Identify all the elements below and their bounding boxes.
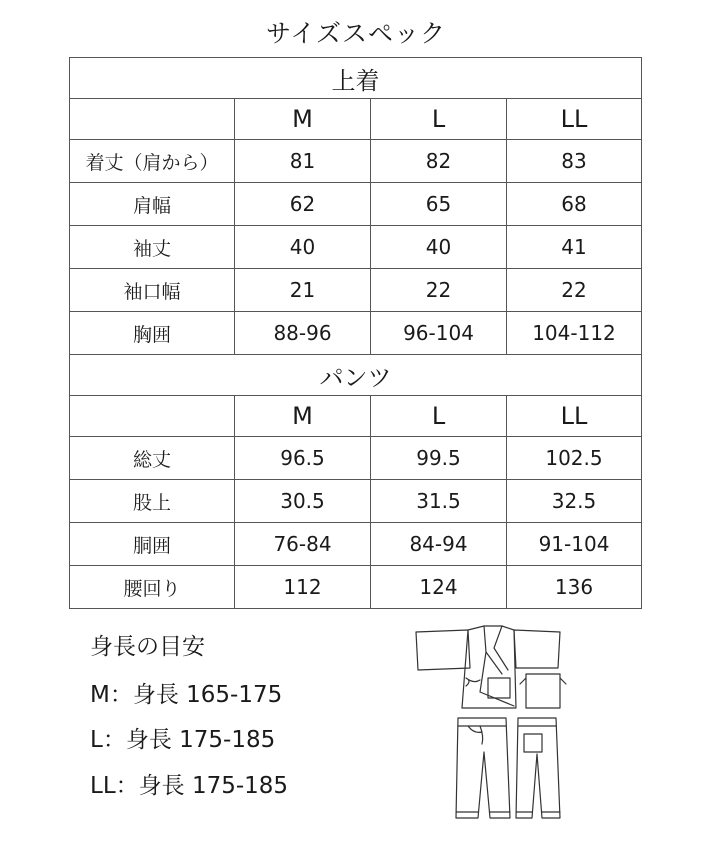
- cell-value: 81: [235, 140, 371, 183]
- table-row: [70, 140, 642, 183]
- row-label: 袖丈: [70, 226, 235, 269]
- cell-value: 104-112: [507, 312, 642, 355]
- cell-value: 22: [507, 269, 642, 312]
- cell-value: 136: [507, 566, 642, 609]
- row-label: 総丈: [70, 437, 235, 480]
- row-label: 腰回り: [70, 566, 235, 609]
- cell-value: 99.5: [371, 437, 507, 480]
- height-guide-m: M：身長 165-175: [90, 682, 283, 708]
- table-row: [70, 269, 642, 312]
- cell-value: 22: [371, 269, 507, 312]
- table-row: [70, 183, 642, 226]
- height-guide-heading: 身長の目安: [90, 634, 205, 660]
- cell-value: 96.5: [235, 437, 371, 480]
- cell-value: 68: [507, 183, 642, 226]
- cell-value: 65: [371, 183, 507, 226]
- jacket-drawing: [416, 626, 566, 708]
- cell-value: 40: [371, 226, 507, 269]
- empty-header-cell: [70, 99, 235, 140]
- cell-value: 32.5: [507, 480, 642, 523]
- cell-value: 76-84: [235, 523, 371, 566]
- pants-drawing: [456, 718, 560, 818]
- cell-value: 31.5: [371, 480, 507, 523]
- cell-value: 124: [371, 566, 507, 609]
- cell-value: 40: [235, 226, 371, 269]
- cell-value: 30.5: [235, 480, 371, 523]
- cell-value: 82: [371, 140, 507, 183]
- size-header-m: M: [235, 396, 371, 437]
- page-title: サイズスペック: [265, 19, 446, 48]
- table-row: [70, 523, 642, 566]
- height-guide-ll: LL：身長 175-185: [90, 773, 289, 799]
- cell-value: 41: [507, 226, 642, 269]
- cell-value: 96-104: [371, 312, 507, 355]
- height-guide-l: L：身長 175-185: [90, 727, 276, 753]
- cell-value: 83: [507, 140, 642, 183]
- size-header-ll: LL: [507, 99, 642, 140]
- row-label: 胸囲: [70, 312, 235, 355]
- table-row: [70, 480, 642, 523]
- size-header-l: L: [371, 99, 507, 140]
- row-label: 股上: [70, 480, 235, 523]
- size-spec-table: [69, 57, 642, 609]
- cell-value: 102.5: [507, 437, 642, 480]
- table-row: [70, 312, 642, 355]
- cell-value: 91-104: [507, 523, 642, 566]
- cell-value: 88-96: [235, 312, 371, 355]
- row-label: 胴囲: [70, 523, 235, 566]
- section-header-top: 上着: [70, 58, 642, 99]
- size-header-m: M: [235, 99, 371, 140]
- table-row: [70, 566, 642, 609]
- size-header-ll: LL: [507, 396, 642, 437]
- table-row: [70, 226, 642, 269]
- cell-value: 84-94: [371, 523, 507, 566]
- size-header-l: L: [371, 396, 507, 437]
- cell-value: 112: [235, 566, 371, 609]
- row-label: 袖口幅: [70, 269, 235, 312]
- table-row: [70, 437, 642, 480]
- garment-illustration: [410, 622, 580, 822]
- row-label: 肩幅: [70, 183, 235, 226]
- cell-value: 21: [235, 269, 371, 312]
- empty-header-cell: [70, 396, 235, 437]
- row-label: 着丈（肩から）: [70, 140, 235, 183]
- cell-value: 62: [235, 183, 371, 226]
- section-header-bottom: パンツ: [70, 355, 642, 396]
